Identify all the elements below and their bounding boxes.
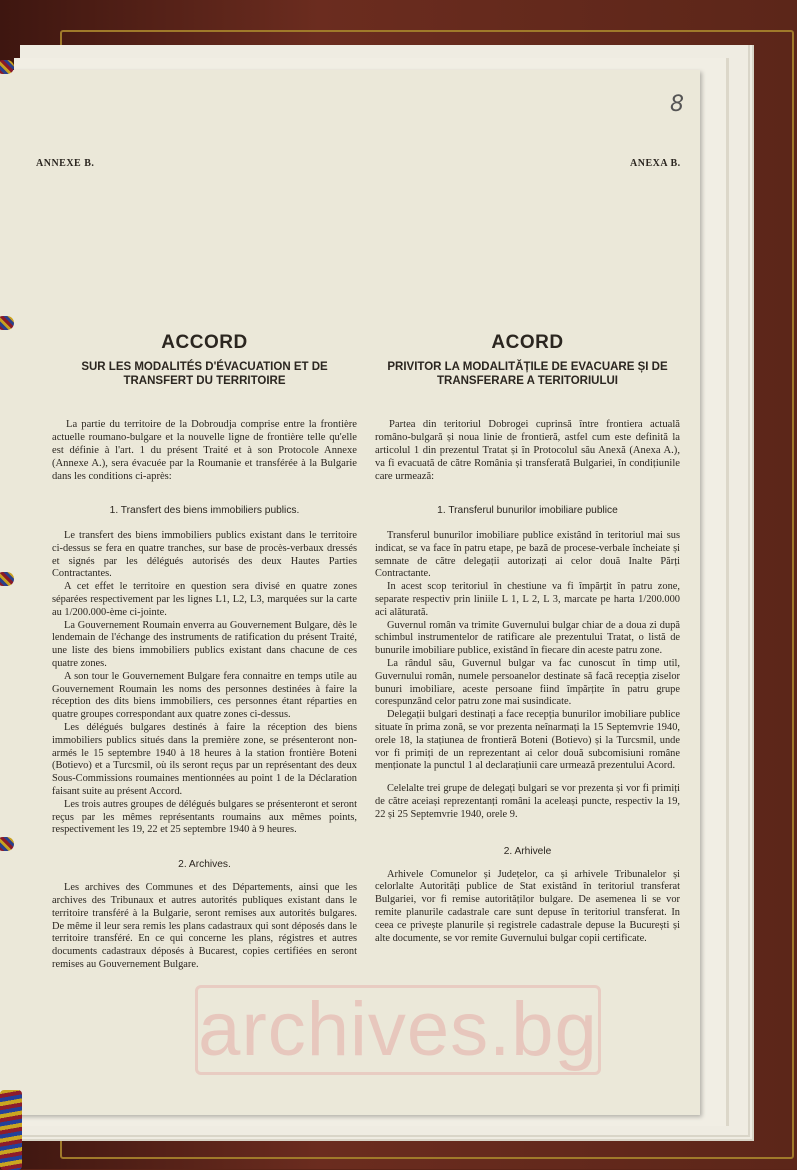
binding-ribbon-tail xyxy=(0,1090,22,1170)
french-s1-paragraph: A cet effet le territoire en question sera divisé en quatre zones séparées respectivement par les lignes L1, L2, L3, marquées sur la carte au 1/200.000-ème ci-jointe. xyxy=(52,581,357,618)
romanian-s1-paragraph: La rândul său, Guvernul bulgar va fac cunoscut în timp util, Guvernului român, numele persoanelor destinate să facă recepția ziselor bunuri imobiliare, aceste persoane fiind împărțite în patru grupe corespunzând celor patru zone mai susindicate. xyxy=(375,657,680,708)
document-page xyxy=(0,70,700,1115)
french-intro: La partie du territoire de la Dobroudja comprise entre la frontière actuelle roumano-bulgare et la nouvelle ligne de frontière telle qu'elle est définie à l'art. 1 du présent Traité et à son Protocole Annexe (Annexe A.), sera évacuée par la Roumanie et transférée à la Bulgarie dans les conditions ci-après: xyxy=(52,419,357,482)
binding-ribbon xyxy=(0,572,14,586)
romanian-s1-paragraph: Celelalte trei grupe de delegați bulgari se vor prezenta și vor fi primiți de către aceiași reprezentanți români la aceleași puncte, respectiv la 19, 22 și 25 Septemvrie 1940, orele 9. xyxy=(375,783,680,820)
french-title: ACCORD xyxy=(161,332,248,353)
romanian-section1-heading: 1. Transferul bunurilor imobiliare publice xyxy=(437,505,618,516)
french-s1-paragraph: Les trois autres groupes de délégués bulgares se présenteront et seront reçus par les mêmes représentants roumains aux mêmes points, respectivement les 19, 22 et 25 septembre 1940 à 9 heures. xyxy=(52,798,357,836)
romanian-title: ACORD xyxy=(491,332,564,353)
annex-label-romanian: ANEXA B. xyxy=(630,158,681,169)
binding-ribbon xyxy=(0,60,14,74)
watermark: archives.bg xyxy=(195,985,601,1075)
romanian-s1-paragraph: Guvernul român va trimite Guvernului bulgar chiar de a doua zi după schimbul instrumentelor de ratificare ale prezentului Tratat, o listă de bunurile imobiliare publice, existând în fiecare din aceste patru zone. xyxy=(375,619,680,657)
binding-ribbon xyxy=(0,837,14,851)
binding-ribbon xyxy=(0,316,14,330)
french-s2-paragraph: Les archives des Communes et des Départements, ainsi que les archives des Tribunaux et autres autorités publiques existant dans le territoire transféré à la Bulgarie, seront remises aux autorités bulgares. De même il leur sera remis les plans cadastraux qui sont déposés dans le territoire transféré. En ce qui concerne les plans, régistres et autres documents cadastraux déposés à Bucarest, copies certifiées en seront remises au Gouvernement Bulgare. xyxy=(52,882,357,970)
romanian-s1-paragraph: Transferul bunurilor imobiliare publice existând în teritoriul mai sus indicat, se va face în patru etape, pe bază de procese-verbale încheiate și semnate de către delegații autorizați ai celor două Inalte Părți Contractante. xyxy=(375,530,680,580)
french-s1-paragraph: Le transfert des biens immobiliers publics existant dans le territoire ci-dessus se fera en quatre tranches, sur base de procès-verbaux dressés et signés par les délégués autorisés des deux Hautes Parties Contractantes. xyxy=(52,530,357,580)
french-section2-heading: 2. Archives. xyxy=(178,859,231,871)
french-s1-paragraph: A son tour le Gouvernement Bulgare fera connaitre en temps utile au Gouvernement Roumain les noms des personnes destinées à faire la réception des dits biens immobiliers, ces personnes étant réparties en quatre groupes correspondant aux quatre zones ci-dessus. xyxy=(52,670,357,721)
french-s1-paragraph: Les délégués bulgares destinés à faire la réception des biens immobiliers publics situés dans la première zone, se présenteront non-armés le 15 septembre 1940 à 18 heures à la station frontière Boteni (Botievo) et a Turcsmil, où ils seront reçus par un représentant des deux Sous-Commissions roumaines mentionnées au point 1 de la Déclaration faisant suite au présent Accord. xyxy=(52,721,357,797)
french-subtitle: SUR LES MODALITÉS D'ÉVACUATION ET DE TRANSFERT DU TERRITOIRE xyxy=(81,361,328,387)
romanian-subtitle: PRIVITOR LA MODALITĂȚILE DE EVACUARE ȘI DE TRANSFERARE A TERITORIULUI xyxy=(387,361,668,387)
french-column xyxy=(52,332,357,972)
french-section1-heading: 1. Transfert des biens immobiliers publics. xyxy=(109,505,300,516)
french-s1-paragraph: La Gouvernement Roumain enverra au Gouvernement Bulgare, dès le lendemain de l'échange des instruments de ratification du présent Traité, une liste des biens immobiliers publics existant dans chacune de ces quatre zones. xyxy=(52,619,357,669)
romanian-s2-paragraph: Arhivele Comunelor și Județelor, ca și arhivele Tribunalelor și celorlalte Autorități publice de Stat existând în teritoriul transferat Bulgariei, vor fi remise autorităților bulgare. De asemenea li se vor remite planurile cadastrale care sunt depuse în teritoriul transferat. In ceea ce privește planurile și registrele cadastrale depuse la București și alte documente, se vor remite Guvernului bulgar copii certificate. xyxy=(375,868,680,944)
romanian-column xyxy=(375,332,680,945)
romanian-section2-heading: 2. Arhivele xyxy=(503,845,552,857)
annex-label-french: ANNEXE B. xyxy=(36,158,95,169)
romanian-s1-paragraph: Delegații bulgari destinați a face recepția bunurilor imobiliare publice situate în prima zonă, se vor prezenta neînarmați la 15 Septemvrie 1940, orele 18, la stațiunea de frontieră Boteni (Botievo) și la Turcsmil, unde vor fi primiți de un reprezentant ai celor două subcomisiuni române menționate la punctul 1 al declarațiunii care urmează prezentului Acord. xyxy=(375,709,680,772)
romanian-intro: Partea din teritoriul Dobrogei cuprinsă între frontiera actuală româno-bulgară și noua linie de frontieră, astfel cum este definită la articolul 1 din prezentul Tratat și în Protocolul său Anexă (Anexa A.), va fi evacuată de către România și transferată Bulgariei, în condițiunile care urmează: xyxy=(375,419,680,482)
page-number: 8 xyxy=(670,92,684,117)
romanian-s1-paragraph: In acest scop teritoriul în chestiune va fi împărțit în patru zone, separate respectiv prin liniile L 1, L 2, L 3, marcate pe harta 1/200.000 aci alăturată. xyxy=(375,581,680,618)
